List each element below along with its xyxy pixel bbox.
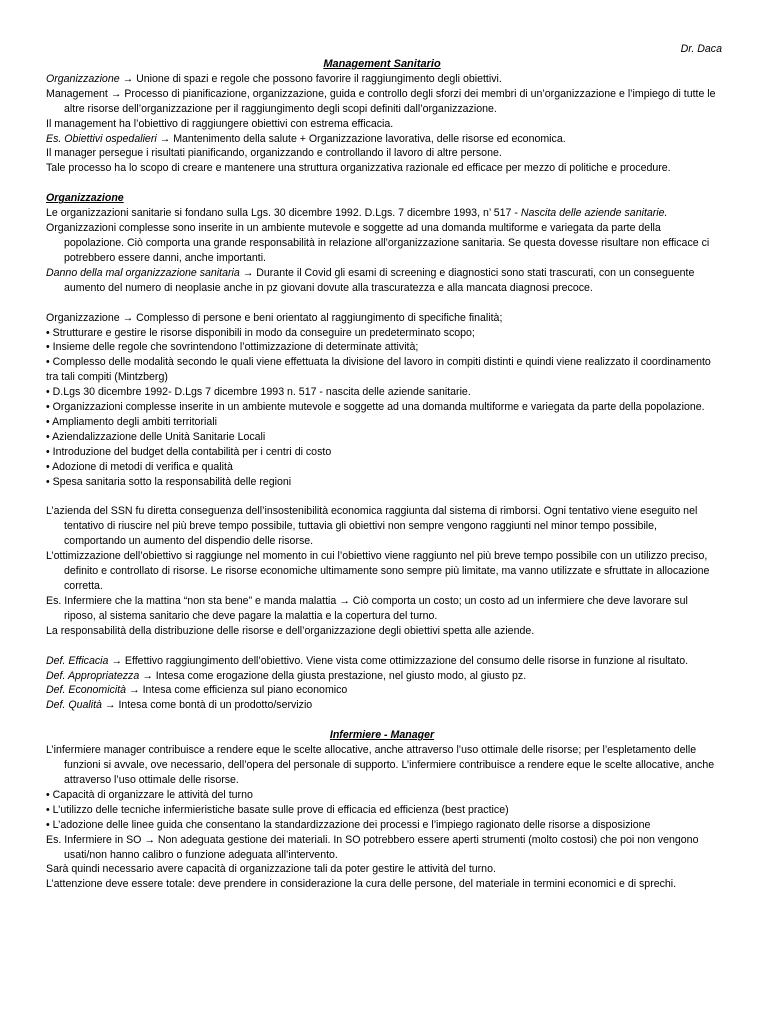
definition: Def. Qualità → Intesa come bontà di un prodotto/servizio <box>46 699 313 712</box>
list-item: • Complesso delle modalità secondo le quali viene effettuata la divisione del lavoro in compiti distinti e quindi viene realizzato il coordinamento tra tali compiti (Mintzberg) <box>46 356 711 384</box>
intro-paragraph: Organizzazione → Unione di spazi e regole che possono favorire il raggiungimento degli obiettivi. <box>46 72 502 85</box>
intro-paragraph: Tale processo ha lo scopo di creare e mantenere una struttura organizzativa razionale ed efficace per mezzo di politiche e procedure. <box>46 162 671 175</box>
paragraph: Organizzazioni complesse sono inserite in un ambiente mutevole e soggette ad una domanda multiforme e variegata da parte della popolazione. Ciò comporta una grande responsabilità in relazione all’organizzazione sanitaria. Se questa dovesse risultare non efficace ci potrebbero essere danni, anche importanti. <box>46 222 710 264</box>
definition: Def. Appropriatezza → Intesa come erogazione della giusta prestazione, nel giusto modo, al giusto pz. <box>46 669 527 682</box>
list-item: • Ampliamento degli ambiti territoriali <box>46 415 217 428</box>
definition: Def. Economicità → Intesa come efficienza sul piano economico <box>46 684 348 697</box>
list-item: • Spesa sanitaria sotto la responsabilità delle regioni <box>46 475 292 488</box>
list-item: • L’utilizzo delle tecniche infermieristiche basate sulle prove di efficacia ed efficienza (best practice) <box>46 803 509 816</box>
list-item: • L’adozione delle linee guida che consentano la standardizzazione dei processi e l’impiego ragionato delle risorse a disposizione <box>46 818 651 831</box>
list-item: • Aziendalizzazione delle Unità Sanitarie Locali <box>46 430 266 443</box>
list-item: • D.Lgs 30 dicembre 1992- D.Lgs 7 dicembre 1993 n. 517 - nascita delle aziende sanitarie. <box>46 386 471 399</box>
section-heading-organizzazione: Organizzazione <box>46 192 124 205</box>
paragraph: L’ottimizzazione dell’obiettivo si raggiunge nel momento in cui l’obiettivo viene raggiunto nel più breve tempo possibile con un utilizzo preciso, definito e controllato di risorse. Le risorse economiche ultimamente sono sempre più limitate, ma vanno utilizzate e sfruttate in allocazione corretta. <box>46 550 710 592</box>
paragraph: Le organizzazioni sanitarie si fondano sulla Lgs. 30 dicembre 1992. D.Lgs. 7 dicembre 1993, n’ 517 - Nascita delle aziende sanitarie. <box>46 207 668 220</box>
list-item: • Organizzazioni complesse inserite in un ambiente mutevole e soggette ad una domanda multiforme e variegata da parte della popolazione. <box>46 401 705 414</box>
paragraph: L’azienda del SSN fu diretta conseguenza dell’insostenibilità economica raggiunta dal sistema di rimborsi. Ogni tentativo viene eseguito nel tentativo di riuscire nel più breve tempo possibile, tuttavia gli obiettivi non sempre vengono raggiunti nel minor tempo possibile, comportando un aumento del dispendio delle risorse. <box>46 505 698 548</box>
author-name: Dr. Daca <box>680 43 722 55</box>
intro-paragraph: Es. Obiettivi ospedalieri → Mantenimento della salute + Organizzazione lavorativa, delle risorse ed economica. <box>46 132 566 145</box>
paragraph: L’infermiere manager contribuisce a rendere eque le scelte allocative, anche attraverso l’uso ottimale delle risorse; per l’espletamento delle funzioni si avvale, ove necessario, dell’opera del personale di supporto. L’infermiere contribuisce a rendere eque le scelte allocative, anche attraverso l’uso ottimale delle risorse. <box>46 744 715 786</box>
list-item: • Introduzione del budget della contabilità per i centri di costo <box>46 445 332 458</box>
list-item: • Strutturare e gestire le risorse disponibili in modo da conseguire un predeterminato scopo; <box>46 326 475 339</box>
paragraph: L’attenzione deve essere totale: deve prendere in considerazione la cura delle persone, del materiale in termini economici e di sprechi. <box>46 878 677 891</box>
bullet-list <box>46 788 718 833</box>
paragraph: Organizzazione → Complesso di persone e beni orientato al raggiungimento di specifiche finalità; <box>46 311 503 324</box>
list-item: • Adozione di metodi di verifica e qualità <box>46 460 233 473</box>
paragraph: Es. Infermiere in SO → Non adeguata gestione dei materiali. In SO potrebbero essere aperti strumenti (molto costosi) che poi non vengono usati/non hanno calibro o funzione adeguata all’intervento. <box>46 833 699 861</box>
paragraph: Sarà quindi necessario avere capacità di organizzazione tali da poter gestire le attività del turno. <box>46 863 496 876</box>
paragraph: Danno della mal organizzazione sanitaria → Durante il Covid gli esami di screening e diagnostici sono stati trascurati, con un conseguente aumento del numero di neoplasie anche in pz giovani dovute alla trascuratezza e alla mancata diagnosi precoce. <box>46 266 695 294</box>
list-item: • Insieme delle regole che sovrintendono l’ottimizzazione di determinate attività; <box>46 341 419 354</box>
document-page <box>46 42 722 892</box>
list-item: • Capacità di organizzare le attività del turno <box>46 788 253 801</box>
intro-paragraph: Il manager persegue i risultati pianificando, organizzando e controllando il lavoro di altre persone. <box>46 147 502 160</box>
paragraph: La responsabilità della distribuzione delle risorse e dell’organizzazione degli obiettivi spetta alle aziende. <box>46 624 535 637</box>
definition: Def. Efficacia → Effettivo raggiungimento dell’obiettivo. Viene vista come ottimizzazione del consumo delle risorse in funzione al risultato. <box>46 654 689 667</box>
bullet-list <box>46 326 718 490</box>
document-title: Management Sanitario <box>323 58 441 70</box>
intro-paragraph: Il management ha l’obiettivo di raggiungere obiettivi con estrema efficacia. <box>46 117 394 130</box>
paragraph: Es. Infermiere che la mattina “non sta bene” e manda malattia → Ciò comporta un costo; un costo ad un infermiere che deve lavorare sul riposo, al sistema sanitario che deve pagare la malattia e la copertura del turno. <box>46 594 688 622</box>
intro-paragraph: Management → Processo di pianificazione, organizzazione, guida e controllo degli sforzi dei membri di un’organizzazione e l’impiego di tutte le altre risorse dell’organizzazione per il raggiungimento degli scopi definiti dall’organizzazione. <box>46 87 716 115</box>
section-heading-infermiere-manager: Infermiere - Manager <box>329 729 435 742</box>
